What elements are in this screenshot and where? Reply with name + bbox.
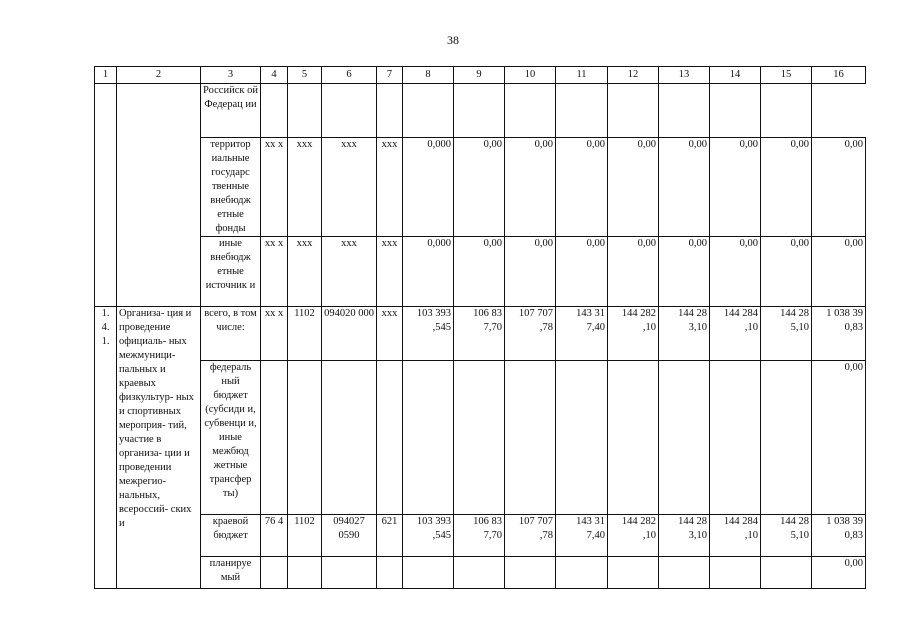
table-row <box>95 557 866 589</box>
table-row <box>95 515 866 557</box>
value-cell: 0,00 <box>608 237 659 307</box>
cell: хх х <box>261 237 288 307</box>
value-cell: 0,000 <box>403 237 454 307</box>
column-header: 8 <box>403 67 454 84</box>
value-cell: 144 28 5,10 <box>761 515 812 557</box>
cell: хх х <box>261 307 288 361</box>
column-header: 3 <box>201 67 261 84</box>
column-header: 13 <box>659 67 710 84</box>
value-cell: 144 282 ,10 <box>608 307 659 361</box>
cell: 094020 000 <box>322 307 377 361</box>
column-header: 11 <box>556 67 608 84</box>
cell: 094027 0590 <box>322 515 377 557</box>
source-label: иные внебюдж етные источник и <box>201 237 261 307</box>
value-cell: 0,00 <box>505 138 556 237</box>
value-cell: 144 28 3,10 <box>659 515 710 557</box>
value-cell: 0,00 <box>556 237 608 307</box>
value-cell: 0,00 <box>659 138 710 237</box>
cell: 1102 <box>288 515 322 557</box>
cell: ххх <box>377 237 403 307</box>
cell: хх х <box>261 138 288 237</box>
value-cell: 144 28 3,10 <box>659 307 710 361</box>
value-cell: 107 707 ,78 <box>505 307 556 361</box>
column-header: 4 <box>261 67 288 84</box>
value-cell: 144 284 ,10 <box>710 307 761 361</box>
column-header: 16 <box>812 67 866 84</box>
column-header: 7 <box>377 67 403 84</box>
column-header: 6 <box>322 67 377 84</box>
value-cell: 0,000 <box>403 138 454 237</box>
value-cell: 144 282 ,10 <box>608 515 659 557</box>
value-cell: 0,00 <box>659 237 710 307</box>
value-cell: 0,00 <box>812 361 866 515</box>
cell: ххх <box>322 138 377 237</box>
cell: 1102 <box>288 307 322 361</box>
budget-table <box>94 66 866 589</box>
column-header: 5 <box>288 67 322 84</box>
column-header: 10 <box>505 67 556 84</box>
column-header: 15 <box>761 67 812 84</box>
value-cell: 0,00 <box>454 237 505 307</box>
value-cell: 0,00 <box>556 138 608 237</box>
value-cell: 0,00 <box>710 138 761 237</box>
source-label: планируе мый <box>201 557 261 589</box>
page-number: 38 <box>447 33 459 47</box>
value-cell: 103 393 ,545 <box>403 515 454 557</box>
value-cell: 1 038 39 0,83 <box>812 307 866 361</box>
column-number-row <box>95 67 866 84</box>
value-cell: 0,00 <box>761 237 812 307</box>
value-cell: 0,00 <box>454 138 505 237</box>
column-header: 2 <box>117 67 201 84</box>
value-cell: 144 28 5,10 <box>761 307 812 361</box>
cell: ххх <box>288 138 322 237</box>
value-cell: 107 707 ,78 <box>505 515 556 557</box>
value-cell: 144 284 ,10 <box>710 515 761 557</box>
value-cell: 106 83 7,70 <box>454 515 505 557</box>
table-row <box>95 138 866 237</box>
value-cell: 1 038 39 0,83 <box>812 515 866 557</box>
table-row <box>95 361 866 515</box>
value-cell: 0,00 <box>505 237 556 307</box>
value-cell: 0,00 <box>812 138 866 237</box>
cell: ххх <box>322 237 377 307</box>
source-label: территор иальные государс твенные внебюдж етные фонды <box>201 138 261 237</box>
cell: 76 4 <box>261 515 288 557</box>
value-cell: 143 31 7,40 <box>556 515 608 557</box>
value-cell: 0,00 <box>710 237 761 307</box>
item-number: 1. 4. 1. <box>95 307 117 589</box>
table-row <box>95 84 866 138</box>
column-header: 1 <box>95 67 117 84</box>
source-label: федераль ный бюджет (субсиди и, субвенци и, иные межбюд жетные трансфер ты) <box>201 361 261 515</box>
table-row <box>95 307 866 361</box>
value-cell: 0,00 <box>761 138 812 237</box>
column-header: 14 <box>710 67 761 84</box>
column-header: 12 <box>608 67 659 84</box>
cell: ххх <box>377 307 403 361</box>
value-cell: 0,00 <box>812 557 866 589</box>
source-label: Российск ой Федерац ии <box>201 84 261 138</box>
item-description: Организа- ция и проведение официаль- ных межмуници- пальных и краевых физкультур- ных и спортивных мероприя- тий, участие в организа- ции и проведении межрегио- нальных, всероссий- ских и <box>117 307 201 589</box>
table-row <box>95 237 866 307</box>
value-cell: 103 393 ,545 <box>403 307 454 361</box>
value-cell: 0,00 <box>608 138 659 237</box>
column-header: 9 <box>454 67 505 84</box>
value-cell: 0,00 <box>812 237 866 307</box>
value-cell: 106 83 7,70 <box>454 307 505 361</box>
value-cell: 143 31 7,40 <box>556 307 608 361</box>
source-label: всего, в том числе: <box>201 307 261 361</box>
cell: ххх <box>377 138 403 237</box>
cell: 621 <box>377 515 403 557</box>
cell: ххх <box>288 237 322 307</box>
source-label: краевой бюджет <box>201 515 261 557</box>
